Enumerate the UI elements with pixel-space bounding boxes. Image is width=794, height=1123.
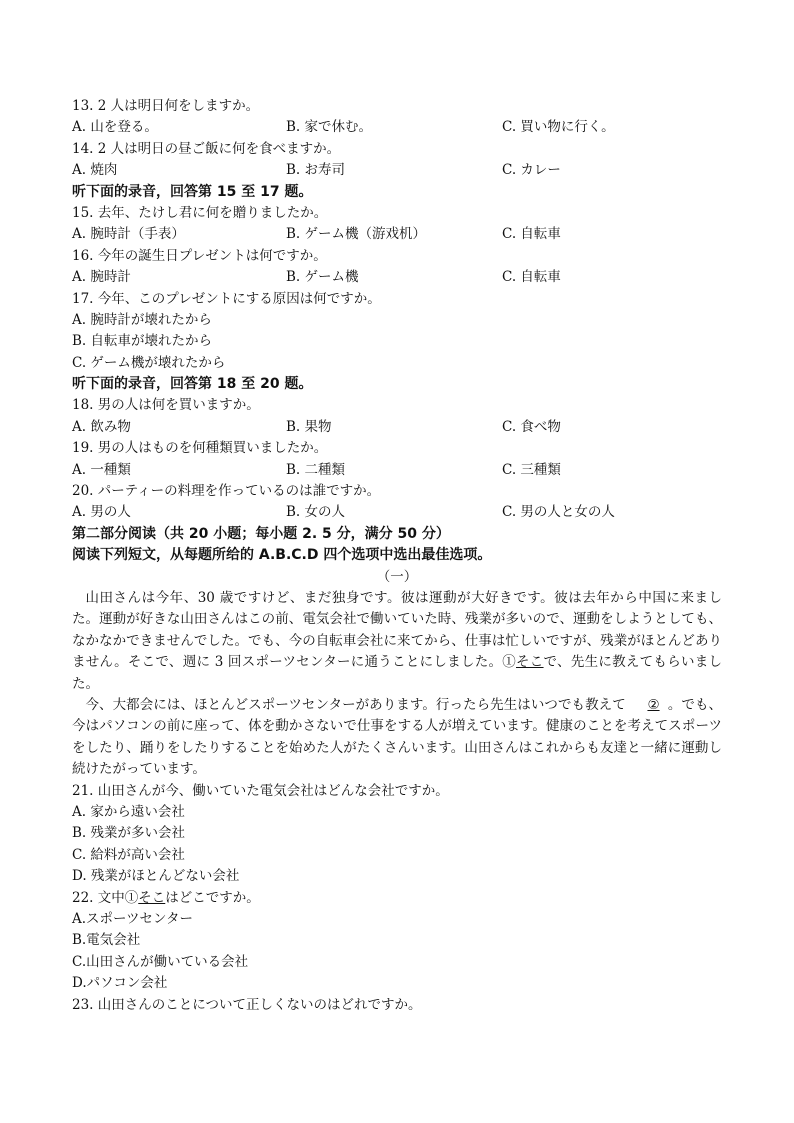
option-a: A. 男の人 xyxy=(72,504,131,521)
paragraph-text: で、先生に教えてもらいました。 xyxy=(72,654,722,692)
part2-instructions: 阅读下列短文，从每题所给的 A.B.C.D 四个选项中选出最佳选项。 xyxy=(72,547,492,564)
option-c: C.山田さんが働いている会社 xyxy=(72,953,249,970)
option-c: C. ゲーム機が壊れたから xyxy=(72,354,226,371)
option-c: C. 自転車 xyxy=(502,226,561,243)
question-text: はどこですか。 xyxy=(165,889,260,906)
question-18: 18. 男の人は何を買いますか。 xyxy=(72,397,260,414)
question-23: 23. 山田さんのことについて正しくないのはどれですか。 xyxy=(72,996,422,1013)
question-21: 21. 山田さんが今、働いていた電気会社はどんな会社ですか。 xyxy=(72,782,449,799)
option-c: C. 買い物に行く。 xyxy=(502,119,615,136)
option-d: D. 残業がほとんどない会社 xyxy=(72,868,240,885)
option-b: B. ゲーム機（游戏机） xyxy=(286,226,427,243)
question-13-options xyxy=(72,117,722,138)
option-a: A. 一種類 xyxy=(72,461,131,478)
option-b: B. 女の人 xyxy=(286,504,346,521)
option-b: B. お寿司 xyxy=(286,162,346,179)
question-17: 17. 今年、このプレゼントにする原因は何ですか。 xyxy=(72,290,381,307)
option-b: B. 果物 xyxy=(286,418,332,435)
section-heading-18-20: 听下面的录音，回答第 18 至 20 题。 xyxy=(72,376,313,393)
question-19: 19. 男の人はものを何種類買いましたか。 xyxy=(72,440,328,457)
question-20: 20. パーティーの料理を作っているのは誰ですか。 xyxy=(72,483,381,500)
option-a: A. 焼肉 xyxy=(72,162,118,179)
option-c: C. 男の人と女の人 xyxy=(502,504,615,521)
question-13: 13. 2 人は明日何をしますか。 xyxy=(72,98,260,114)
option-b: B.電気会社 xyxy=(72,932,141,949)
part2-title: 第二部分阅读（共 20 小题；每小题 2. 5 分，满分 50 分） xyxy=(72,525,450,542)
question-16: 16. 今年の誕生日プレゼントは何ですか。 xyxy=(72,247,327,264)
option-b: B. 残業が多い会社 xyxy=(72,825,186,842)
paragraph-text: 。でも、今はパソコンの前に座って、体を動かさないで仕事をする人が増えています。健康のことを考えてスポーツをしたり、踊りをしたりすることを始めた人がたくさんいます。山田さんはこれからも友達と一緒に運動し続けたがっています。 xyxy=(72,697,723,778)
underlined-word: そこ xyxy=(516,654,544,671)
question-22 xyxy=(72,888,722,909)
option-b: B. 二種類 xyxy=(286,461,346,478)
option-d: D.パソコン会社 xyxy=(72,975,168,992)
question-text: 22. 文中① xyxy=(72,889,139,906)
option-a: A. 飲み物 xyxy=(72,418,131,435)
passage-number: （一） xyxy=(376,568,418,585)
option-b: B. 家で休む。 xyxy=(286,119,373,136)
question-14-options xyxy=(72,160,722,181)
paragraph-text: 山田さんは今年、30 歳ですけど、まだ独身です。彼は運動が大好きです。彼は去年から中国に来ました。運動が好きな山田さんはこの前、電気会社で働いていた時、残業が多いので、運動をしようとしても、なかなかできませんでした。でも、今の自転車会社に来てから、仕事は忙しいですが、残業がほとんどありません。そこで、週に 3 回スポーツセンターに通うことにしました。① xyxy=(72,589,722,671)
question-19-options xyxy=(72,460,722,481)
question-20-options xyxy=(72,502,722,523)
option-c: C. 三種類 xyxy=(502,461,561,478)
paragraph-text: 今、大都会には、ほとんどスポーツセンターがあります。行ったら先生はいつでも教えて xyxy=(85,697,626,714)
option-a: A. 腕時計 xyxy=(72,269,131,286)
option-c: C. 食べ物 xyxy=(502,418,561,435)
option-a: A. 腕時計が壊れたから xyxy=(72,311,212,328)
option-c: C. 自転車 xyxy=(502,269,561,286)
option-c: C. カレー xyxy=(502,162,561,179)
question-14: 14. 2 人は明日の昼ご飯に何を食べますか。 xyxy=(72,140,341,157)
underlined-word: そこ xyxy=(138,889,166,906)
passage-paragraph-1 xyxy=(72,588,722,695)
exam-page xyxy=(72,96,722,1016)
option-a: A. 家から遠い会社 xyxy=(72,804,185,821)
blank-2: ② xyxy=(647,697,660,714)
option-a: A. 腕時計（手表） xyxy=(72,226,185,243)
option-a: A.スポーツセンター xyxy=(72,910,193,927)
question-15-options xyxy=(72,224,722,245)
question-16-options xyxy=(72,267,722,288)
option-a: A. 山を登る。 xyxy=(72,119,158,136)
question-18-options xyxy=(72,417,722,438)
question-15: 15. 去年、たけし君に何を贈りましたか。 xyxy=(72,204,328,221)
section-heading-15-17: 听下面的录音，回答第 15 至 17 题。 xyxy=(72,183,313,200)
option-b: B. ゲーム機 xyxy=(286,269,359,286)
option-b: B. 自転車が壊れたから xyxy=(72,333,213,350)
option-c: C. 給料が高い会社 xyxy=(72,846,185,863)
passage-paragraph-2 xyxy=(72,695,722,781)
